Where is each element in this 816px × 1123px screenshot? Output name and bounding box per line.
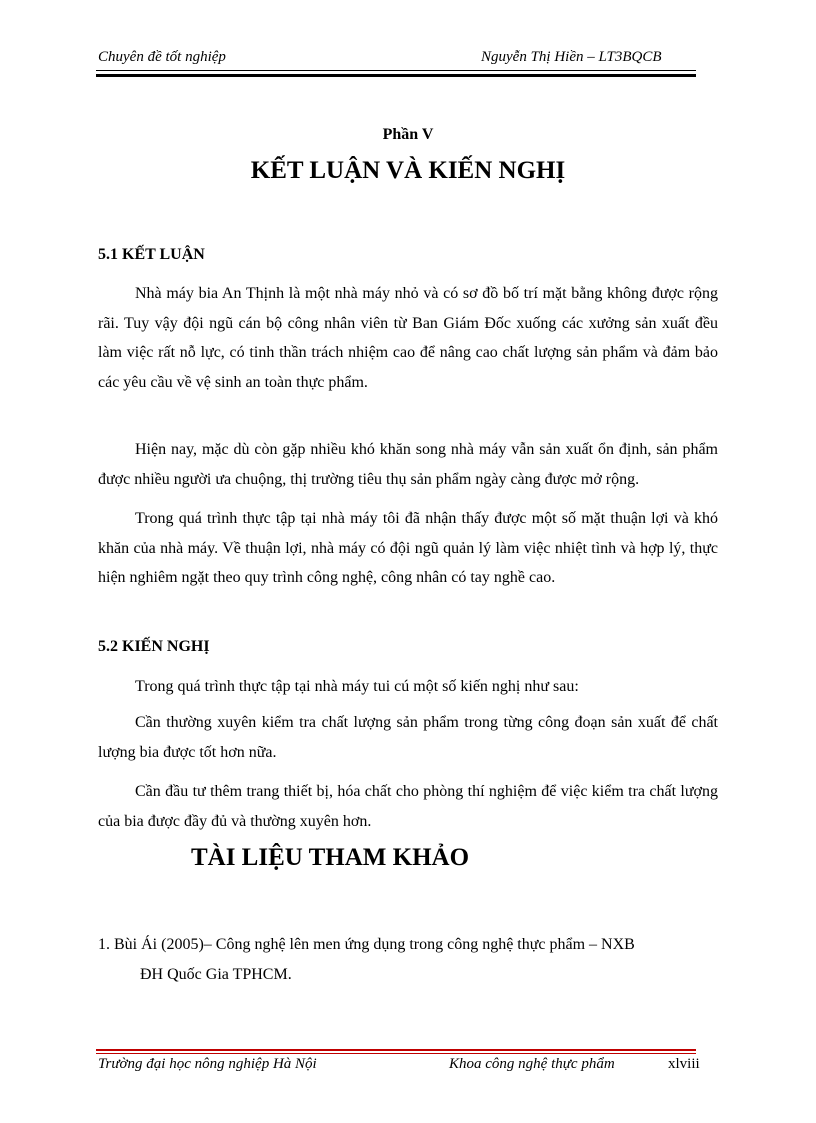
paragraph: Hiện nay, mặc dù còn gặp nhiều khó khăn song nhà máy vẫn sản xuất ổn định, sản phẩm được nhiều người ưa chuộng, thị trường tiêu thụ sản phẩm ngày càng được mở rộng. <box>98 441 718 488</box>
paragraph: Cần thường xuyên kiểm tra chất lượng sản phẩm trong từng công đoạn sản xuất để chất lượng bia được tốt hơn nữa. <box>98 714 718 761</box>
page-number: xlviii <box>668 1056 700 1072</box>
reference-line: 1. Bùi Ái (2005)– Công nghệ lên men ứng dụng trong công nghệ thực phẩm – NXB <box>98 936 635 953</box>
paragraph: Nhà máy bia An Thịnh là một nhà máy nhỏ và có sơ đồ bố trí mặt bằng không được rộng rãi. Tuy vậy đội ngũ cán bộ công nhân viên từ Ban Giám Đốc xuống các xưởng sản xuất đều làm việc rất nỗ lực, có tinh thần trách nhiệm cao để nâng cao chất lượng sản phẩm và đảm bảo các yêu cầu về vệ sinh an toàn thực phẩm. <box>98 285 718 391</box>
paragraph: Trong quá trình thực tập tại nhà máy tui cú một số kiến nghị như sau: <box>135 678 579 695</box>
section-heading-recommendations: 5.2 KIẾN NGHỊ <box>98 638 210 655</box>
part-label: Phần V <box>382 126 434 143</box>
paragraph: Cần đầu tư thêm trang thiết bị, hóa chất cho phòng thí nghiệm để việc kiểm tra chất lượng của bia được đầy đủ và thường xuyên hơn. <box>98 783 718 830</box>
header-left: Chuyên đề tốt nghiệp <box>98 49 226 65</box>
section-heading-conclusion: 5.1 KẾT LUẬN <box>98 246 205 263</box>
reference-line-continued: ĐH Quốc Gia TPHCM. <box>140 966 292 983</box>
header-rule-thick <box>96 74 696 77</box>
header-rule <box>96 70 696 71</box>
footer-middle: Khoa công nghệ thực phẩm <box>449 1056 615 1072</box>
paragraph: Trong quá trình thực tập tại nhà máy tôi đã nhận thấy được một số mặt thuận lợi và khó khăn của nhà máy. Về thuận lợi, nhà máy có đội ngũ quản lý làm việc nhiệt tình và hợp lý, thực hiện nghiêm ngặt theo quy trình công nghệ, công nhân có tay nghề cao. <box>98 510 718 587</box>
references-title: TÀI LIỆU THAM KHẢO <box>190 844 470 871</box>
header-right: Nguyễn Thị Hiền – LT3BQCB <box>481 49 662 65</box>
footer-left: Trường đại học nông nghiệp Hà Nội <box>98 1056 317 1072</box>
footer-rule-thin <box>96 1053 696 1054</box>
reference-item <box>98 930 718 990</box>
footer-rule <box>96 1049 696 1051</box>
page-title: KẾT LUẬN VÀ KIẾN NGHỊ <box>250 157 566 184</box>
